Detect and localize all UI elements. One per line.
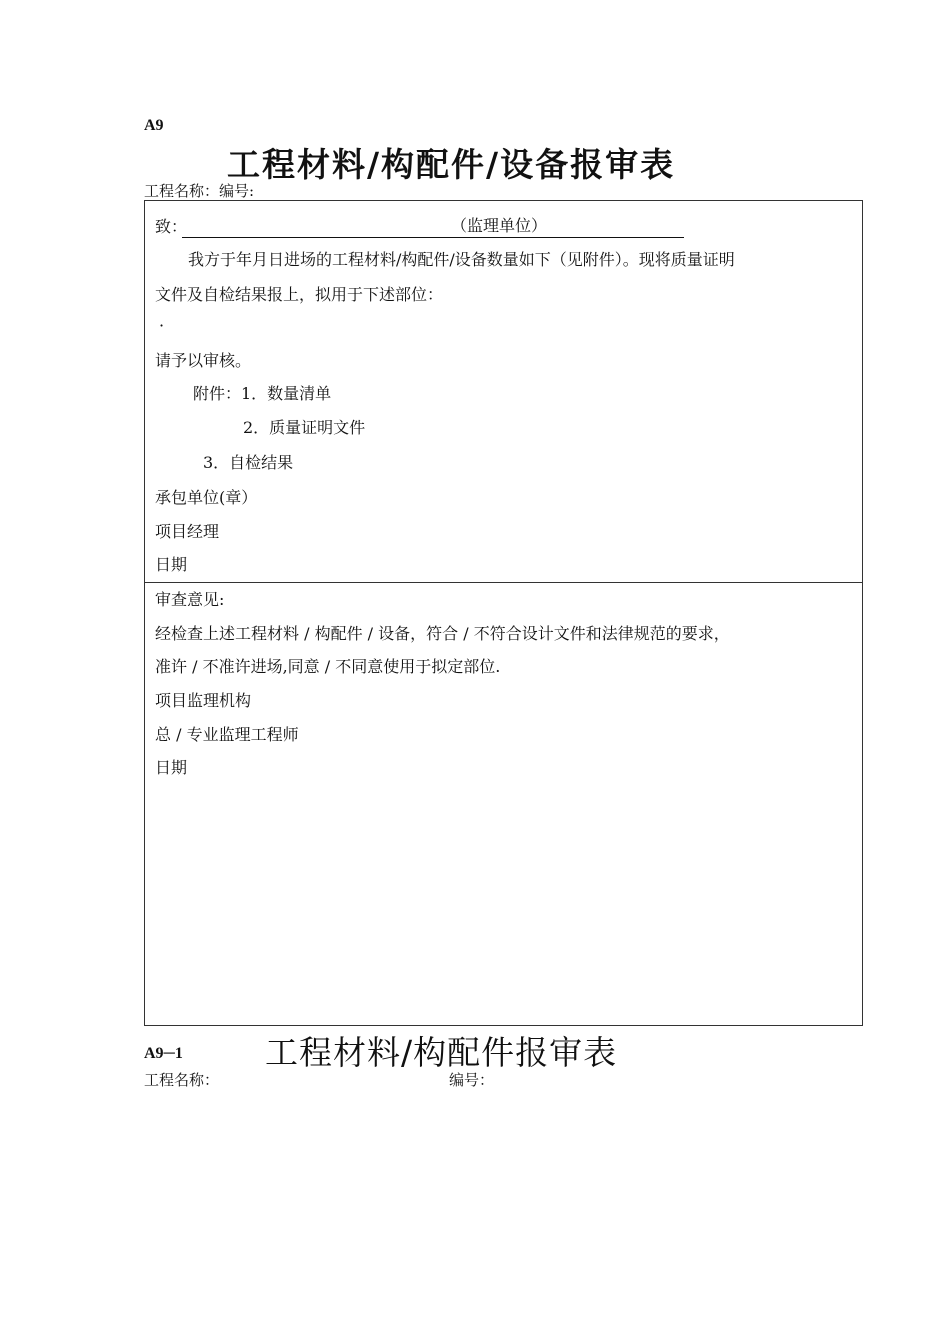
- project-manager: 项目经理: [155, 522, 220, 541]
- recipient-underline: [182, 237, 684, 238]
- review-line-1: 经检查上述工程材料 / 构配件 / 设备，符合 / 不符合设计文件和法律规范的要求，: [155, 624, 730, 643]
- form2-title: 工程材料/构配件报审表: [265, 1033, 618, 1072]
- statement-line-2: 文件及自检结果报上，拟用于下述部位：: [155, 285, 444, 304]
- recipient-hint: （监理单位）: [451, 216, 548, 235]
- submission-date: 日期: [155, 555, 188, 574]
- form2-code: A9─1: [144, 1045, 183, 1062]
- review-section: [144, 582, 863, 1026]
- form2-number-label: 编号：: [449, 1071, 495, 1089]
- to-label: 致：: [155, 217, 188, 236]
- attachment-1: 附件：1．数量清单: [193, 384, 332, 403]
- form2-project-label: 工程名称：: [144, 1071, 220, 1089]
- attachment-2: 2．质量证明文件: [243, 418, 366, 437]
- submission-section: [144, 200, 863, 583]
- form-code: A9: [144, 117, 164, 134]
- supervising-engineer: 总 / 专业监理工程师: [155, 725, 299, 744]
- attachment-3: 3．自检结果: [203, 453, 294, 472]
- supervision-org: 项目监理机构: [155, 691, 252, 710]
- location-dot: ·: [159, 316, 165, 335]
- form-title: 工程材料/构配件/设备报审表: [227, 145, 676, 184]
- project-number-header: 工程名称：编号:: [144, 182, 255, 200]
- review-line-2: 准许 / 不准许进场,同意 / 不同意使用于拟定部位.: [155, 657, 501, 676]
- review-request: 请予以审核。: [155, 351, 252, 370]
- review-date: 日期: [155, 758, 188, 777]
- review-opinion-label: 审查意见:: [155, 590, 225, 609]
- contractor-seal: 承包单位(章）: [155, 488, 258, 507]
- statement-line-1: 我方于年月日进场的工程材料/构配件/设备数量如下（见附件）。现将质量证明: [188, 250, 735, 269]
